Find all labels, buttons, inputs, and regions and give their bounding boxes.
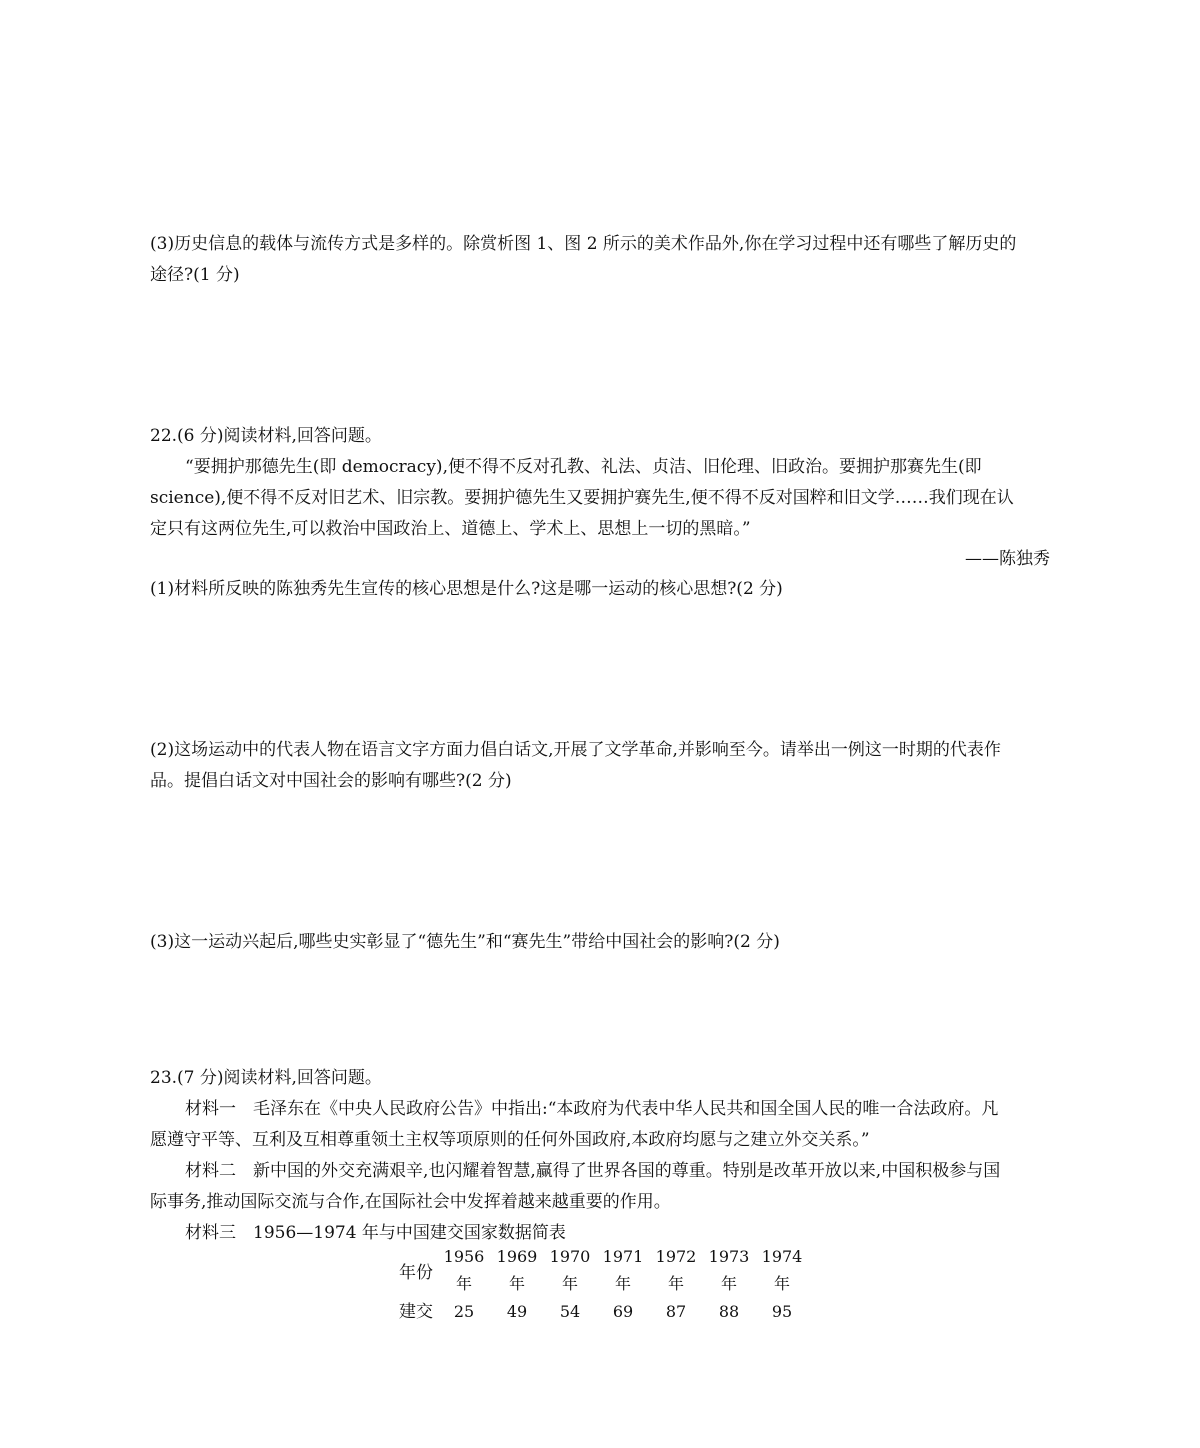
table-year-unit: 年 xyxy=(455,1274,472,1293)
table-row-label-year: 年份 xyxy=(399,1263,433,1283)
q22-sub2-line2: 品。提倡白话文对中国社会的影响有哪些?(2 分) xyxy=(150,771,512,791)
q22-quote-line1: “要拥护那德先生(即 democracy),便不得不反对孔教、礼法、贞洁、旧伦理、旧政治。要拥护那赛先生(即 xyxy=(185,457,982,477)
q21-3-line2: 途径?(1 分) xyxy=(150,265,240,285)
table-year-unit: 年 xyxy=(773,1274,790,1293)
q22-sub2-line1: (2)这场运动中的代表人物在语言文字方面力倡白话文,开展了文学革命,并影响至今。请举出一例这一时期的代表作 xyxy=(150,740,1001,760)
q22-header: 22.(6 分)阅读材料,回答问题。 xyxy=(150,426,382,446)
table-count: 49 xyxy=(506,1302,528,1321)
table-year-unit: 年 xyxy=(614,1274,631,1293)
q23-material2-line1: 材料二 新中国的外交充满艰辛,也闪耀着智慧,赢得了世界各国的尊重。特别是改革开放以来,中国积极参与国 xyxy=(185,1161,1001,1181)
table-year: 1969 xyxy=(496,1247,538,1266)
table-year: 1971 xyxy=(602,1247,644,1266)
q23-material1-line1: 材料一 毛泽东在《中央人民政府公告》中指出:“本政府为代表中华人民共和国全国人民的唯一合法政府。凡 xyxy=(185,1099,999,1119)
q22-attribution: ——陈独秀 xyxy=(965,549,1050,569)
q22-quote-line2: science),便不得不反对旧艺术、旧宗教。要拥护德先生又要拥护赛先生,便不得不反对国粹和旧文学……我们现在认 xyxy=(150,488,1014,508)
table-count: 88 xyxy=(718,1302,740,1321)
table-year: 1970 xyxy=(549,1247,591,1266)
table-year-unit: 年 xyxy=(667,1274,684,1293)
table-count: 95 xyxy=(771,1302,793,1321)
q23-material1-line2: 愿遵守平等、互利及互相尊重领土主权等项原则的任何外国政府,本政府均愿与之建立外交关系。” xyxy=(150,1130,870,1150)
table-count: 69 xyxy=(612,1302,634,1321)
table-year: 1972 xyxy=(655,1247,697,1266)
table-row-label-count: 建交 xyxy=(399,1302,433,1322)
table-count: 87 xyxy=(665,1302,687,1321)
q22-sub3: (3)这一运动兴起后,哪些史实彰显了“德先生”和“赛先生”带给中国社会的影响?(2 分) xyxy=(150,932,780,952)
table-year-unit: 年 xyxy=(720,1274,737,1293)
table-year-unit: 年 xyxy=(508,1274,525,1293)
table-year-unit: 年 xyxy=(561,1274,578,1293)
table-year: 1973 xyxy=(708,1247,750,1266)
q23-header: 23.(7 分)阅读材料,回答问题。 xyxy=(150,1068,382,1088)
q23-material2-line2: 际事务,推动国际交流与合作,在国际社会中发挥着越来越重要的作用。 xyxy=(150,1192,671,1212)
q22-sub1: (1)材料所反映的陈独秀先生宣传的核心思想是什么?这是哪一运动的核心思想?(2 分) xyxy=(150,579,783,599)
q23-material3-title: 材料三 1956—1974 年与中国建交国家数据简表 xyxy=(185,1223,566,1243)
table-year: 1974 xyxy=(761,1247,803,1266)
table-year: 1956 xyxy=(443,1247,485,1266)
table-count: 54 xyxy=(559,1302,581,1321)
q22-quote-line3: 定只有这两位先生,可以救治中国政治上、道德上、学术上、思想上一切的黑暗。” xyxy=(150,519,751,539)
table-count: 25 xyxy=(453,1302,475,1321)
q21-3-line1: (3)历史信息的载体与流传方式是多样的。除赏析图 1、图 2 所示的美术作品外,你在学习过程中还有哪些了解历史的 xyxy=(150,234,1017,254)
